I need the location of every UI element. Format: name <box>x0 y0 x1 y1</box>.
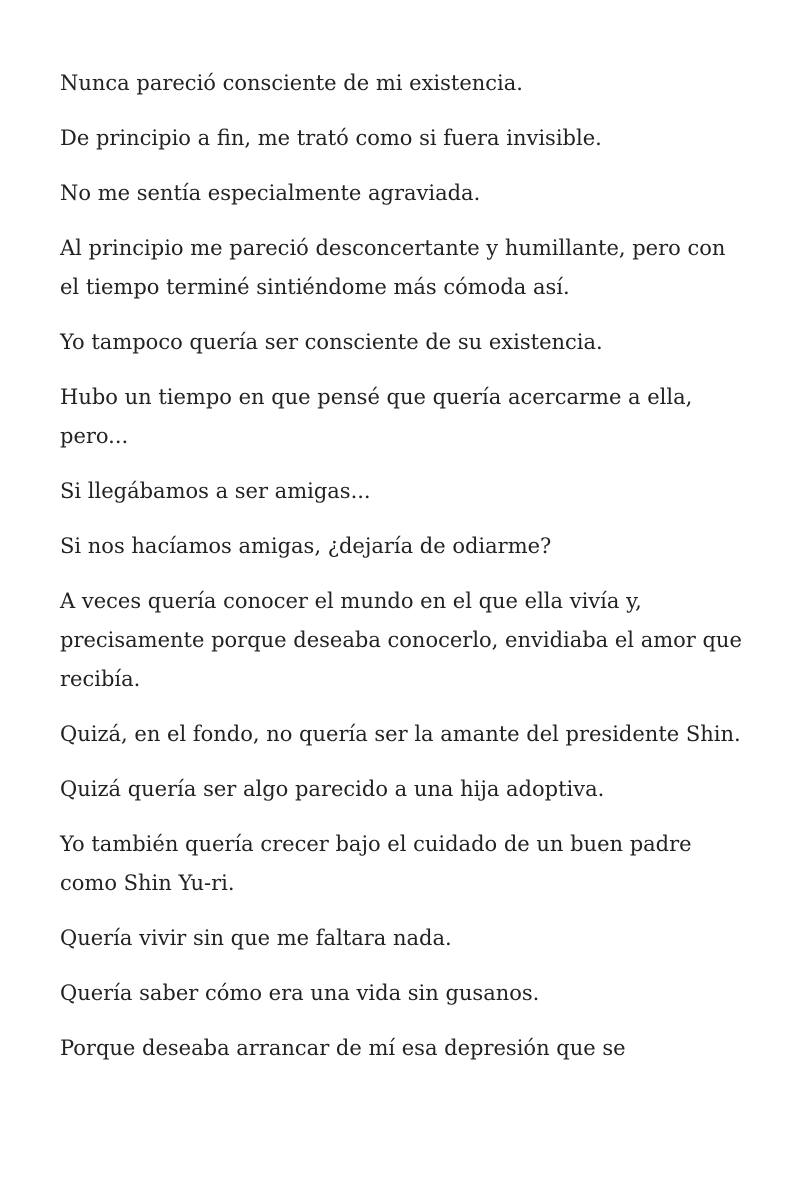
paragraph: Yo tampoco quería ser consciente de su existencia. <box>60 330 603 354</box>
paragraph: Quería vivir sin que me faltara nada. <box>60 926 452 950</box>
body-text <box>60 64 750 1084</box>
paragraph: Quería saber cómo era una vida sin gusanos. <box>60 981 540 1005</box>
paragraph: No me sentía especialmente agraviada. <box>60 181 481 205</box>
paragraph: Al principio me pareció desconcertante y humillante, pero con el tiempo terminé sintiéndome más cómoda así. <box>60 236 726 299</box>
paragraph: Si nos hacíamos amigas, ¿dejaría de odiarme? <box>60 534 552 558</box>
paragraph: Yo también quería crecer bajo el cuidado de un buen padre como Shin Yu-ri. <box>60 832 692 895</box>
paragraph: A veces quería conocer el mundo en el que ella vivía y, precisamente porque deseaba conocerlo, envidiaba el amor que recibía. <box>60 589 742 691</box>
paragraph: Hubo un tiempo en que pensé que quería acercarme a ella, pero... <box>60 385 693 448</box>
paragraph: Quizá quería ser algo parecido a una hija adoptiva. <box>60 777 605 801</box>
paragraph: Quizá, en el fondo, no quería ser la amante del presidente Shin. <box>60 722 741 746</box>
paragraph: Si llegábamos a ser amigas... <box>60 479 371 503</box>
paragraph: De principio a fin, me trató como si fuera invisible. <box>60 126 602 150</box>
paragraph: Nunca pareció consciente de mi existencia. <box>60 71 523 95</box>
paragraph: Porque deseaba arrancar de mí esa depresión que se <box>60 1036 626 1060</box>
